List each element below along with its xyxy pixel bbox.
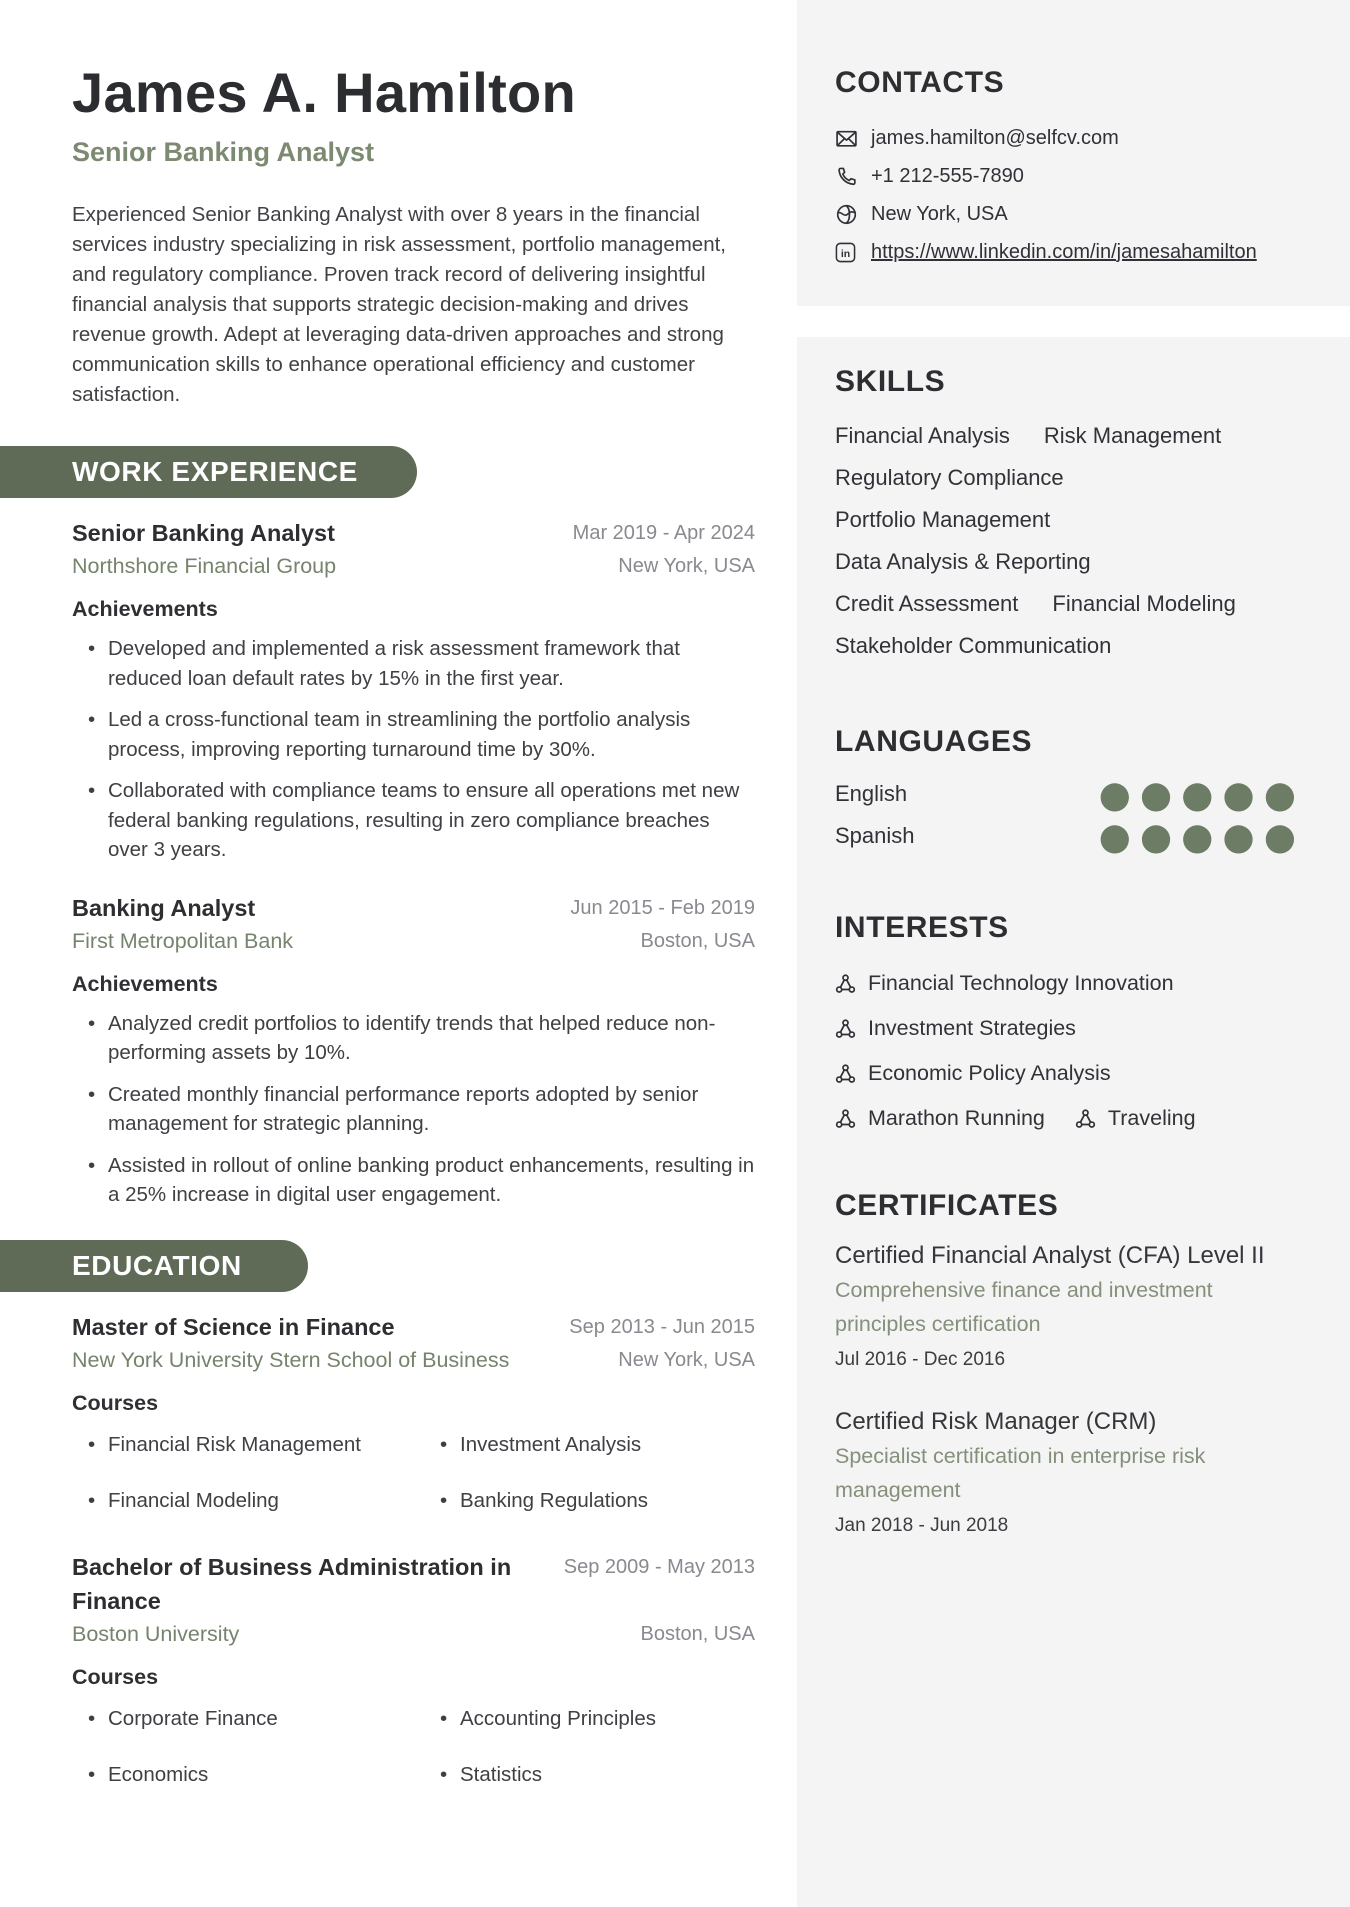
school-name: Boston University [72,1621,240,1646]
work-experience-heading: WORK EXPERIENCE [72,456,358,487]
education-date-range: Sep 2013 - Jun 2015 [569,1315,755,1338]
right-sidebar [797,337,1350,1907]
language-name: Spanish [835,823,915,848]
job-title: Banking Analyst [72,894,256,921]
degree-title: Bachelor of Business Administration in Finance [72,1553,512,1614]
skill-item: Portfolio Management [835,507,1051,532]
interests-heading: INTERESTS [835,911,1009,944]
achievement-item: • Developed and implemented a risk assessment framework that reduced loan default rates by 15% in the first year. [72,634,755,693]
job-entry [0,516,760,865]
hobby-icon [1075,1108,1096,1129]
job-location: Boston, USA [640,929,755,952]
certificate-description: Comprehensive finance and investment principles certification [835,1278,1213,1336]
interest-label: Financial Technology Innovation [868,971,1174,995]
achievement-item: • Created monthly financial performance reports adopted by senior management for strategic planning. [72,1080,755,1139]
achievement-item: • Analyzed credit portfolios to identify trends that helped reduce non-performing assets by 10%. [72,1009,755,1068]
certificate-list [835,1239,1296,1541]
interest-item [835,1106,1045,1131]
achievements-label: Achievements [72,971,218,996]
interest-row [835,961,1296,1006]
course-item: • Corporate Finance [72,1704,424,1734]
skill-item: Data Analysis & Reporting [835,549,1091,574]
work-experience-section-band [0,446,417,498]
school-row [72,1344,755,1376]
certificate-description: Specialist certification in enterprise risk management [835,1444,1206,1502]
job-company-row [72,550,755,582]
certificate-date-range: Jul 2016 - Dec 2016 [835,1349,1006,1370]
contact-email-row [835,126,1310,150]
education-entry [0,1310,760,1516]
job-company: First Metropolitan Bank [72,928,294,953]
job-date-range: Jun 2015 - Feb 2019 [570,896,755,919]
hobby-icon [835,1018,856,1039]
certificate-item [835,1405,1296,1541]
interest-row [835,1051,1296,1096]
course-item: • Banking Regulations [424,1486,755,1516]
course-item: • Statistics [424,1760,755,1790]
skill-item: Financial Modeling [1052,591,1236,616]
certificate-name: Certified Financial Analyst (CFA) Level II [835,1242,1265,1269]
interest-label: Traveling [1107,1106,1196,1130]
achievement-list [72,634,755,865]
contacts-panel [797,0,1350,306]
language-row [835,814,1305,858]
achievement-list [72,1009,755,1210]
contact-phone: +1 212-555-7890 [871,164,1024,187]
job-company: Northshore Financial Group [72,554,337,578]
interest-item [835,1061,1111,1086]
school-location: New York, USA [618,1348,755,1371]
degree-title: Master of Science in Finance [72,1313,395,1340]
education-entry [0,1550,760,1790]
education-section-band [0,1240,308,1292]
achievements-label: Achievements [72,597,218,621]
language-row [835,772,1305,816]
course-list [72,1704,755,1790]
skill-row [835,625,1296,667]
education-date-range: Sep 2009 - May 2013 [563,1555,755,1578]
contact-list [835,126,1310,264]
globe-icon [835,203,858,226]
hobby-icon [835,1108,856,1129]
hobby-icon [835,1063,856,1084]
interest-label: Marathon Running [868,1106,1045,1130]
courses-label: Courses [72,1390,159,1415]
language-list [835,772,1305,858]
identity-header [0,60,760,410]
skill-row [835,583,1296,625]
person-name: James A. Hamilton [72,61,577,124]
course-item: • Investment Analysis [424,1430,755,1460]
interest-row [835,1096,1296,1141]
degree-row [72,1310,755,1344]
language-name: English [835,781,908,806]
skills-heading: SKILLS [835,365,946,398]
phone-icon [835,165,858,188]
achievement-item: • Assisted in rollout of online banking product enhancements, resulting in a 25% increase in digital user engagement. [72,1151,755,1210]
course-item: • Financial Modeling [72,1486,424,1516]
skill-item: Credit Assessment [835,591,1019,616]
skill-row [835,541,1296,583]
interest-item [835,971,1174,996]
language-level-dots: ●●●●● [1098,772,1305,816]
job-title-row [72,516,755,550]
degree-row [72,1550,755,1618]
job-date-range: Mar 2019 - Apr 2024 [572,522,755,544]
job-title-row [72,891,755,925]
contact-linkedin-link[interactable]: https://www.linkedin.com/in/jamesahamilton [871,240,1257,263]
interest-label: Economic Policy Analysis [868,1061,1111,1085]
person-job-title: Senior Banking Analyst [72,137,375,167]
skill-row [835,415,1296,457]
skill-item: Risk Management [1043,423,1222,448]
school-row [72,1618,755,1650]
school-location: Boston, USA [640,1622,755,1645]
education-heading: EDUCATION [72,1249,242,1281]
contacts-heading: CONTACTS [835,66,1005,99]
certificate-date-range: Jan 2018 - Jun 2018 [835,1515,1009,1536]
courses-label: Courses [72,1664,159,1689]
course-list [72,1430,755,1516]
job-entry [0,891,760,1210]
contact-location-row [835,202,1310,226]
language-level-dots: ●●●●● [1098,814,1305,858]
interest-item [1075,1106,1196,1131]
achievement-item: • Collaborated with compliance teams to ensure all operations met new federal banking regulations, resulting in zero compliance breaches over 3 years. [72,776,755,865]
svg-text:in: in [840,247,851,260]
contact-location: New York, USA [871,202,1008,225]
contact-linkedin-row [835,240,1310,264]
contact-email: james.hamilton@selfcv.com [871,126,1119,149]
job-location: New York, USA [618,555,755,577]
email-icon [835,127,858,150]
contact-phone-row [835,164,1310,188]
skill-item: Stakeholder Communication [835,633,1112,658]
interest-row [835,1006,1296,1051]
linkedin-icon [835,241,858,264]
skill-row [835,499,1296,541]
profile-summary: Experienced Senior Banking Analyst with over 8 years in the financial services industry specializing in risk assessment, portfolio management, and regulatory compliance. Proven track record of delivering insightful financial analysis that supports strategic decision-making and drives revenue growth. Adept at leveraging data-driven approaches and strong communication skills to enhance operational efficiency and customer satisfaction. [72,203,726,406]
course-item: • Economics [72,1760,424,1790]
languages-heading: LANGUAGES [835,725,1033,758]
interest-label: Investment Strategies [868,1016,1076,1040]
course-item: • Financial Risk Management [72,1430,424,1460]
skill-row [835,457,1296,499]
course-item: • Accounting Principles [424,1704,755,1734]
interest-list [835,961,1296,1141]
certificate-item [835,1239,1296,1375]
skill-item: Financial Analysis [835,423,1010,448]
job-company-row [72,925,755,957]
interest-item [835,1016,1076,1041]
skill-item: Regulatory Compliance [835,465,1064,490]
achievement-item: • Led a cross-functional team in streamlining the portfolio analysis process, improving reporting turnaround time by 30%. [72,705,755,764]
job-title: Senior Banking Analyst [72,520,335,546]
hobby-icon [835,973,856,994]
certificates-heading: CERTIFICATES [835,1189,1059,1222]
school-name: New York University Stern School of Business [72,1347,510,1372]
skills-list [835,415,1296,667]
certificate-name: Certified Risk Manager (CRM) [835,1408,1157,1435]
